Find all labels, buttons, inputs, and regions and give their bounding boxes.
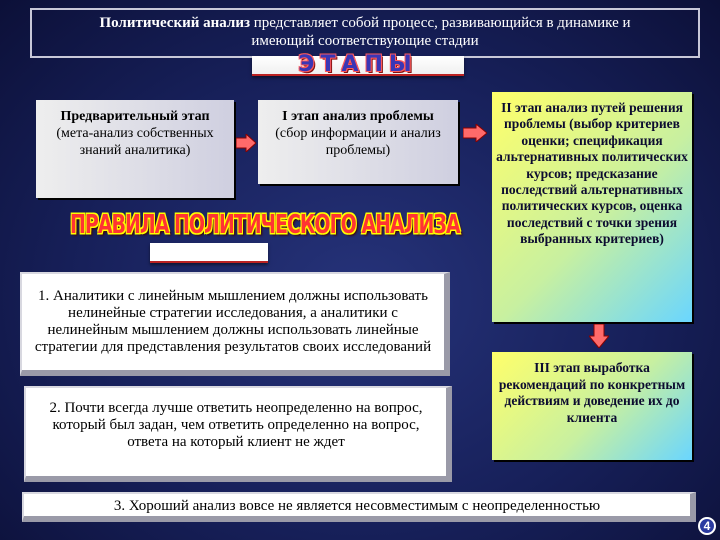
stage-box-2 xyxy=(492,92,692,322)
stages-banner-text: ЭТАПЫ xyxy=(298,52,418,77)
stages-banner xyxy=(252,52,464,77)
heading-line2: имеющий соответствующие стадии xyxy=(251,33,479,49)
arrow-right-icon xyxy=(236,134,256,152)
stage-box-preliminary xyxy=(36,100,234,198)
rule-box-1 xyxy=(20,272,450,376)
heading-line1-rest: представляет собой процесс, развивающийся в динамике и xyxy=(250,15,631,31)
rules-banner-underline xyxy=(150,243,268,263)
rule-1-text: 1. Аналитики с линейным мышлением должны использовать нелинейные стратегии исследования, а аналитики с нелинейным мышлением должны использовать линейные стратегии для представления результатов своих исследований xyxy=(34,288,432,355)
rules-banner-title: ПРАВИЛА ПОЛИТИЧЕСКОГО АНАЛИЗА xyxy=(70,210,460,240)
arrow-down-icon xyxy=(589,324,609,348)
stage-box-3 xyxy=(492,352,692,460)
rule-box-2 xyxy=(24,386,452,482)
stage1-body: (сбор информации и анализ проблемы) xyxy=(275,126,441,158)
stage1-title: I этап анализ проблемы xyxy=(282,109,434,124)
slide-heading xyxy=(30,8,700,58)
page-number-badge: 4 xyxy=(698,517,716,535)
stage2-text: II этап анализ путей решения проблемы (выбор критериев оценки; спецификация альтернативных политических курсов; предсказание последствий альтернативных политических курсов, оценка последствий с точки зрения выбранных критериев) xyxy=(496,100,688,247)
stage-preliminary-title: Предварительный этап xyxy=(60,109,210,124)
rule-box-3 xyxy=(22,492,696,522)
arrow-right-icon xyxy=(463,124,487,142)
rule-3-text: 3. Хороший анализ вовсе не является несовместимым с неопределенностью xyxy=(113,498,601,514)
rule-2-text: 2. Почти всегда лучше ответить неопределенно на вопрос, который был задан, чем ответить определенно на вопрос, ответа на который клиент не ждет xyxy=(49,400,423,450)
stage3-text: III этап выработка рекомендаций по конкретным действиям и доведение их до клиента xyxy=(498,360,686,425)
stage-box-1 xyxy=(258,100,458,184)
heading-bold-term: Политический анализ xyxy=(99,15,250,31)
stage-preliminary-body: (мета-анализ собственных знаний аналитика) xyxy=(56,126,214,158)
